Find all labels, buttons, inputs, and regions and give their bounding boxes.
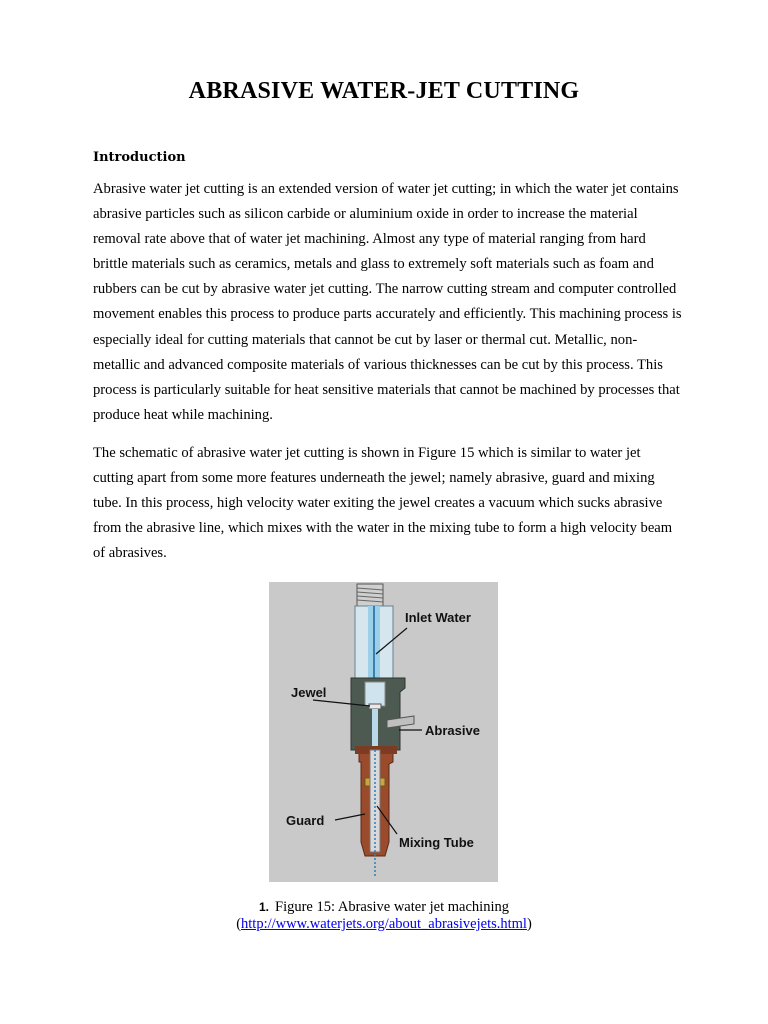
figure-caption bbox=[0, 899, 768, 916]
label-mixing-tube: Mixing Tube bbox=[399, 835, 474, 850]
paragraph-schematic: The schematic of abrasive water jet cutting is shown in Figure 15 which is similar to water jet cutting apart from some more features underneath the jewel; namely abrasive, guard and mixing tube. In this process, high velocity water exiting the jewel creates a vacuum which sucks abrasive from the abrasive line, which mixes with the water in the mixing tube to form a high velocity beam of abrasives. bbox=[93, 445, 673, 562]
abrasive-waterjet-figure bbox=[269, 582, 498, 882]
caption-number: 1. bbox=[259, 900, 270, 914]
caption-close-paren: ) bbox=[526, 916, 532, 932]
section-heading-introduction: Introduction bbox=[93, 150, 186, 165]
caption-open-paren: ( bbox=[236, 916, 242, 932]
label-guard: Guard bbox=[286, 813, 325, 828]
label-jewel: Jewel bbox=[291, 685, 327, 700]
paragraph-intro: Abrasive water jet cutting is an extended version of water jet cutting; in which the water jet contains abrasive particles such as silicon carbide or aluminium oxide in order to increase the material removal rate above that of water jet machining. Almost any type of material ranging from hard brittle materials such as ceramics, metals and glass to extremely soft materials such as foam and rubbers can be cut by abrasive water jet cutting. The narrow cutting stream and computer controlled movement enables this process to produce parts accurately and efficiently. This machining process is especially ideal for cutting materials that cannot be cut by laser or thermal cut. Metallic, non-metallic and advanced composite materials of various thicknesses can be cut by this process. This process is particularly suitable for heat sensitive materials that cannot be machined by processes that produce heat while machining. bbox=[93, 181, 682, 423]
figure-source bbox=[0, 916, 768, 933]
label-inlet-water: Inlet Water bbox=[405, 610, 471, 625]
label-abrasive: Abrasive bbox=[425, 723, 480, 738]
caption-text: Figure 15: Abrasive water jet machining bbox=[275, 899, 509, 915]
nozzle-schematic-diagram bbox=[269, 582, 498, 882]
source-link[interactable]: http://www.waterjets.org/about_abrasivejets.html bbox=[241, 916, 527, 932]
document-title: ABRASIVE WATER-JET CUTTING bbox=[188, 78, 580, 104]
